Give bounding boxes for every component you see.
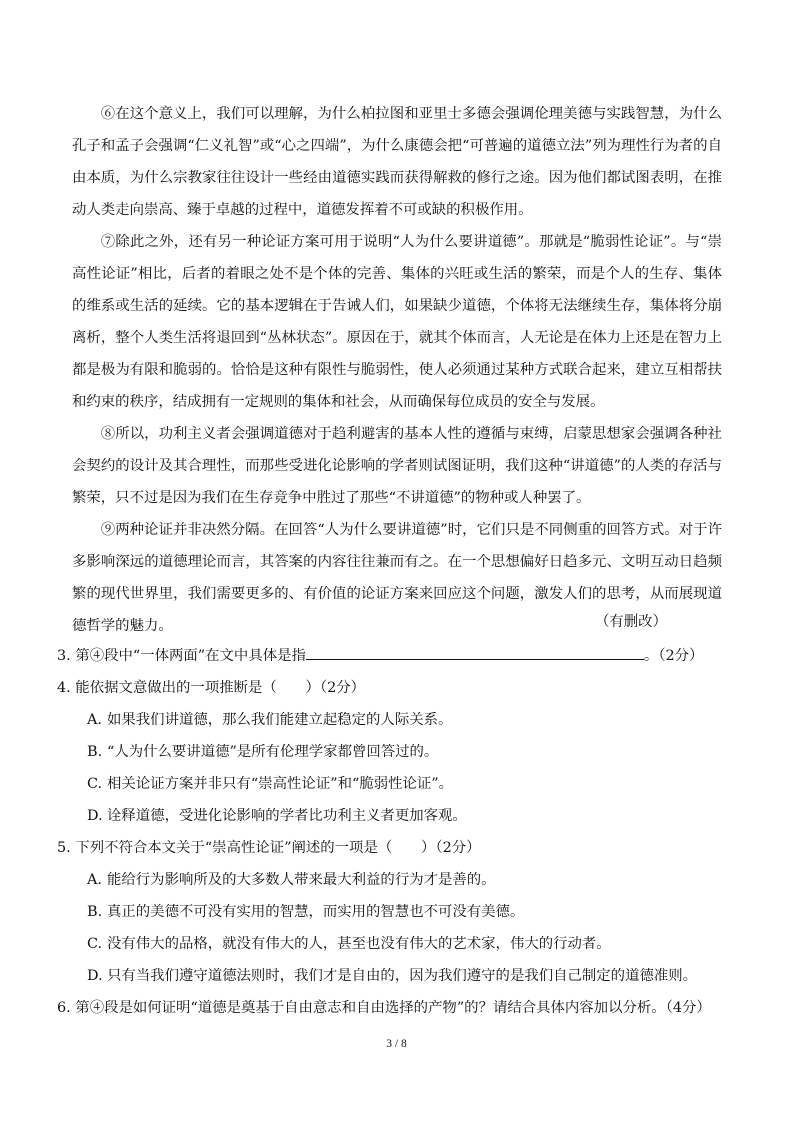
option-text: 能给行为影响所及的大多数人带来最大利益的行为才是善的。 xyxy=(107,872,496,888)
question-4-option-b[interactable] xyxy=(87,740,727,764)
option-letter: B. xyxy=(87,744,103,760)
option-letter: C. xyxy=(87,776,103,792)
option-letter: C. xyxy=(87,936,103,952)
question-4-stem: 4. 能依据文意做出的一项推断是（ ）（2分） xyxy=(57,680,366,696)
paragraph-9: ⑨两种论证并非决然分隔。在回答“人为什么要讲道德”时，它们只是不同侧重的回答方式。对于许多影响深远的道德理论而言，其答案的内容往往兼而有之。在一个思想偏好日趋多元、文明互动日趋频繁的现代世界里，我们需要更多的、有价值的论证方案来回应这个问题，激发人们的思考，从而展现道德哲学的魅力。 xyxy=(72,522,722,634)
question-3 xyxy=(57,644,737,668)
question-6-stem: 6. 第④段是如何证明“道德是奠基于自由意志和自由选择的产物”的？请结合具体内容加以分析。（4分） xyxy=(57,1000,711,1016)
option-text: 诠释道德，受进化论影响的学者比功利主义者更加客观。 xyxy=(107,808,467,824)
paragraph-7: ⑦除此之外，还有另一种论证方案可用于说明“人为什么要讲道德”。那就是“脆弱性论证”。与“崇高性论证”相比，后者的着眼之处不是个体的完善、集体的兴旺或生活的繁荣，而是个人的生存、集体的维系或生活的延续。它的基本逻辑在于告诫人们，如果缺少道德，个体将无法继续生存，集体将分崩离析，整个人类生活将退回到“丛林状态”。原因在于，就其个体而言，人无论是在体力上还是在智力上都是极为有限和脆弱的。恰恰是这种有限性与脆弱性，使人必须通过某种方式联合起来，建立互相帮扶和约束的秩序，结成拥有一定规则的集体和社会，从而确保每位成员的安全与发展。 xyxy=(72,234,722,410)
question-4-option-c[interactable] xyxy=(87,772,727,796)
option-letter: B. xyxy=(87,904,103,920)
question-3-suffix: 。（2分） xyxy=(643,648,704,664)
option-text: 真正的美德不可没有实用的智慧，而实用的智慧也不可没有美德。 xyxy=(107,904,525,920)
question-4-option-d[interactable] xyxy=(87,804,727,828)
paragraph-8: ⑧所以，功利主义者会强调道德对于趋利避害的基本人性的遵循与束缚，启蒙思想家会强调各种社会契约的设计及其合理性，而那些受进化论影响的学者则试图证明，我们这种“讲道德”的人类的存活与繁荣，只不过是因为我们在生存竞争中胜过了那些“不讲道德”的物种或人种罢了。 xyxy=(72,426,722,506)
option-text: 只有当我们遵守道德法则时，我们才是自由的，因为我们遵守的是我们自己制定的道德准则。 xyxy=(107,968,698,984)
question-4-option-a[interactable] xyxy=(87,708,727,732)
page-number: 3 / 8 xyxy=(386,1038,407,1050)
option-text: 没有伟大的品格，就没有伟大的人，甚至也没有伟大的艺术家，伟大的行动者。 xyxy=(107,936,611,952)
question-5-option-c[interactable] xyxy=(87,932,727,956)
question-5-option-d[interactable] xyxy=(87,964,727,988)
option-text: 如果我们讲道德，那么我们能建立起稳定的人际关系。 xyxy=(107,712,453,728)
question-5-stem: 5. 下列不符合本文关于“崇高性论证”阐述的一项是（ ）（2分） xyxy=(57,840,481,856)
question-5-option-b[interactable] xyxy=(87,900,727,924)
option-letter: A. xyxy=(87,872,102,888)
question-3-prefix: 3. 第④段中“一体两面”在文中具体是指 xyxy=(57,648,306,664)
question-5-option-a[interactable] xyxy=(87,868,727,892)
option-letter: D. xyxy=(87,968,103,984)
paragraph-6: ⑥在这个意义上，我们可以理解，为什么柏拉图和亚里士多德会强调伦理美德与实践智慧，为什么孔子和孟子会强调“仁义礼智”或“心之四端”，为什么康德会把“可普遍的道德立法”列为理性行为者的自由本质，为什么宗教家往往设计一些经由道德实践而获得解救的修行之途。因为他们都试图表明，在推动人类走向崇高、臻于卓越的过程中，道德发挥着不可或缺的积极作用。 xyxy=(72,106,722,218)
option-letter: A. xyxy=(87,712,102,728)
answer-blank-line[interactable] xyxy=(306,644,644,660)
option-text: 相关论证方案并非只有“崇高性论证”和“脆弱性论证”。 xyxy=(107,776,454,792)
option-text: “人为什么要讲道德”是所有伦理学家都曾回答过的。 xyxy=(107,744,439,760)
option-letter: D. xyxy=(87,808,103,824)
source-note: （有删改） xyxy=(595,614,667,630)
